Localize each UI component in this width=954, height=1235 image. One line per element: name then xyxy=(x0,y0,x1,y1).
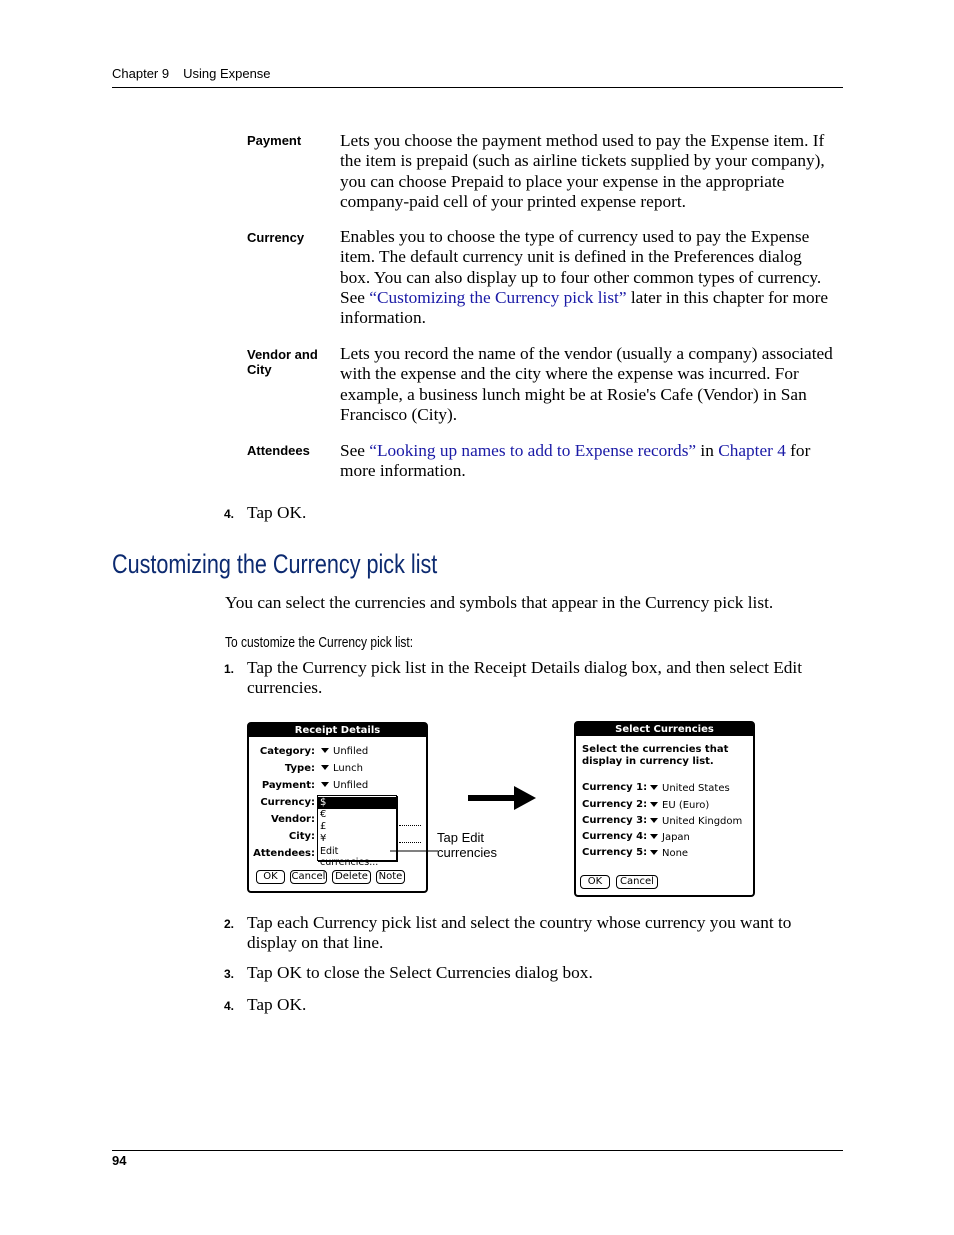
attendees-label: Attendees: xyxy=(253,848,315,859)
dropdown-arrow-icon xyxy=(321,765,329,770)
step-text: Tap the Currency pick list in the Receipt Details dialog box, and then select Edit currencies. xyxy=(247,658,802,698)
definition-text-part: for more information. xyxy=(340,441,811,481)
type-picker[interactable]: Lunch xyxy=(321,763,363,774)
definition-term: Vendor and City xyxy=(247,347,318,377)
popup-highlight xyxy=(318,797,396,809)
city-label: City: xyxy=(288,831,315,842)
step-number: 4. xyxy=(224,999,235,1013)
ok-button[interactable]: OK xyxy=(580,875,610,889)
definition-text xyxy=(340,131,835,212)
currency-row-picker[interactable]: EU (Euro) xyxy=(650,800,709,811)
payment-picker[interactable]: Unfiled xyxy=(321,780,368,791)
currency-row-label: Currency 5: xyxy=(582,847,648,858)
cross-reference-link[interactable]: Chapter 4 xyxy=(718,441,786,460)
header-rule xyxy=(112,87,843,88)
definition-text xyxy=(340,344,835,425)
definition-text-part: See xyxy=(340,441,370,460)
page-number: 94 xyxy=(112,1153,127,1168)
definition-term: Currency xyxy=(247,230,305,245)
currency-option[interactable]: £ xyxy=(320,821,327,832)
vendor-field[interactable] xyxy=(399,825,421,826)
step-text: Tap each Currency pick list and select the country whose currency you want to display on that line. xyxy=(247,913,792,953)
vendor-label: Vendor: xyxy=(270,814,315,825)
definition-text-part: in xyxy=(696,441,719,460)
chapter-title: Using Expense xyxy=(183,66,271,81)
section-heading: Customizing the Currency pick list xyxy=(112,549,438,579)
dropdown-arrow-icon xyxy=(321,782,329,787)
select-currencies-screen xyxy=(574,721,755,897)
running-header xyxy=(112,66,271,81)
currency-row-picker[interactable]: United States xyxy=(650,783,730,794)
cross-reference-link[interactable]: “Customizing the Currency pick list” xyxy=(369,287,627,307)
step-text: Tap OK. xyxy=(247,995,307,1014)
step-number: 4. xyxy=(224,507,235,521)
category-label: Category: xyxy=(259,746,315,757)
cancel-button[interactable]: Cancel xyxy=(291,871,326,882)
dropdown-arrow-icon xyxy=(321,748,329,753)
definition-text xyxy=(340,227,835,328)
currency-row-picker[interactable]: None xyxy=(650,848,688,859)
step-number: 1. xyxy=(224,662,235,676)
currency-option[interactable]: $ xyxy=(320,797,327,808)
ok-button[interactable]: OK xyxy=(256,870,285,884)
delete-button[interactable]: Delete xyxy=(332,870,371,884)
dropdown-arrow-icon xyxy=(650,802,658,807)
dropdown-arrow-icon xyxy=(650,818,658,823)
definition-text-part: Enables you to choose the type of currency used to pay the Expense item. The default currency unit is defined in the Preferences dialog box. You can also display up to four other common types of currency. See xyxy=(340,227,822,307)
payment-label: Payment: xyxy=(261,780,315,791)
footer-rule xyxy=(112,1150,843,1151)
right-arrow-icon xyxy=(466,784,540,814)
currency-row-label: Currency 3: xyxy=(582,815,648,826)
dropdown-arrow-icon xyxy=(650,850,658,855)
definition-text-part: Lets you record the name of the vendor (usually a company) associated with the expense and the city where the expense was incurred. For example, a business lunch might be at Rosie's Cafe (Vendor) in San Francisco (City). xyxy=(340,344,833,424)
section-intro: You can select the currencies and symbols that appear in the Currency pick list. xyxy=(225,593,774,612)
select-currencies-title: Select Currencies xyxy=(576,723,753,736)
currency-row-picker[interactable]: United Kingdom xyxy=(650,816,742,827)
currency-option[interactable]: ¥ xyxy=(320,833,327,844)
cross-reference-link[interactable]: “Looking up names to add to Expense records” xyxy=(369,441,697,460)
definition-text-part: Lets you choose the payment method used to pay the Expense item. If the item is prepaid (such as airline tickets supplied by your company), you can choose Prepaid to place your expense in the appropriate company-paid cell of your printed expense report. xyxy=(340,131,825,211)
callout-text: Tap Edit currencies xyxy=(437,830,497,860)
definition-term: Payment xyxy=(247,133,302,148)
currency-popup-list xyxy=(317,795,397,868)
category-picker[interactable]: Unfiled xyxy=(321,746,368,757)
step-text: Tap OK. xyxy=(247,503,307,522)
cancel-button[interactable]: Cancel xyxy=(616,875,658,889)
step-number: 3. xyxy=(224,967,235,981)
chapter-label: Chapter 9 xyxy=(112,66,170,81)
currency-row-label: Currency 2: xyxy=(582,799,648,810)
definition-term: Attendees xyxy=(247,443,310,458)
dropdown-arrow-icon xyxy=(650,834,658,839)
select-currencies-instruction: Select the currencies that display in currency list. xyxy=(582,744,729,767)
procedure-title: To customize the Currency pick list: xyxy=(225,634,414,651)
step-number: 2. xyxy=(224,917,235,931)
currency-row-picker[interactable]: Japan xyxy=(650,832,690,843)
currency-label: Currency: xyxy=(260,797,315,808)
type-label: Type: xyxy=(284,763,315,774)
receipt-details-title: Receipt Details xyxy=(249,724,426,737)
currency-option[interactable]: € xyxy=(320,809,327,820)
definition-text xyxy=(340,441,835,482)
currency-row-label: Currency 1: xyxy=(582,782,648,793)
step-text: Tap OK to close the Select Currencies dialog box. xyxy=(247,963,593,982)
definition-text-part: later in this chapter for more information. xyxy=(340,287,829,328)
edit-currencies-option[interactable]: Edit currencies... xyxy=(320,846,379,868)
dropdown-arrow-icon xyxy=(650,785,658,790)
currency-row-label: Currency 4: xyxy=(582,831,648,842)
note-button[interactable]: Note xyxy=(376,870,405,884)
receipt-details-screen xyxy=(247,722,428,893)
